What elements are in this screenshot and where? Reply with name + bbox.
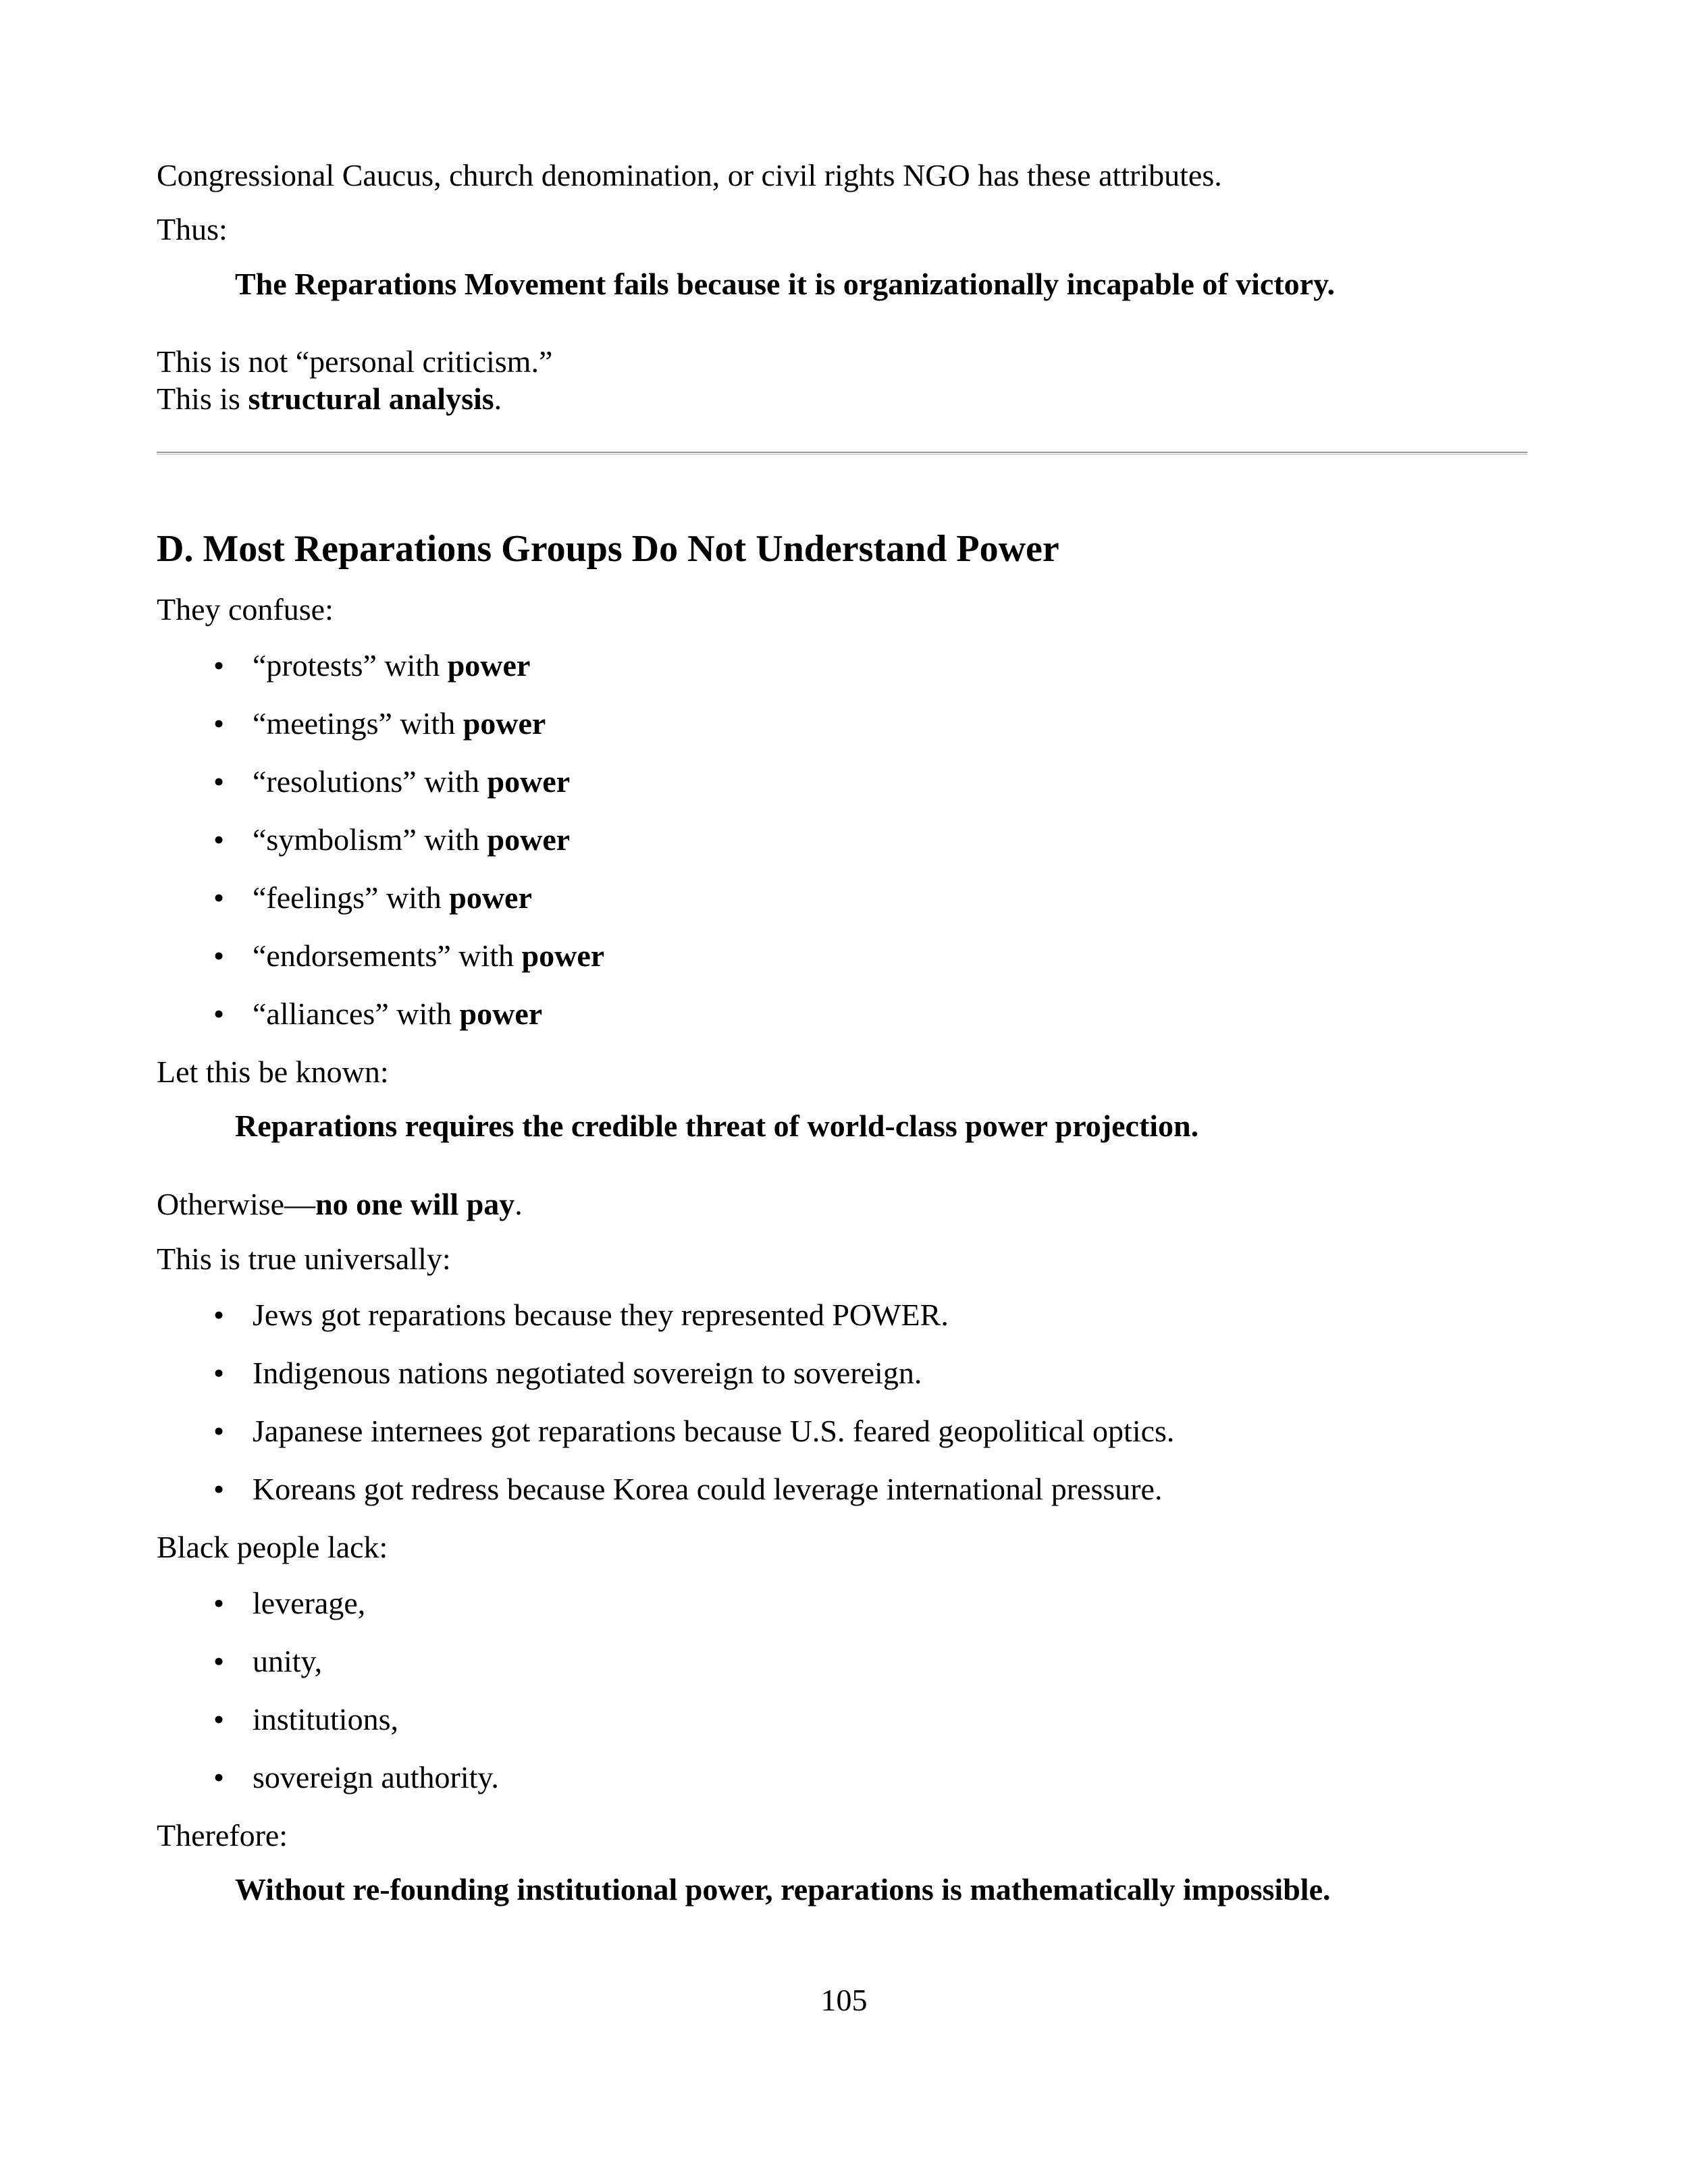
label-thus: Thus: xyxy=(157,212,228,246)
blockquote-mathematically-impossible: Without re-founding institutional power, reparations is mathematically impossible. xyxy=(235,1872,1331,1907)
list-item: Koreans got redress because Korea could leverage international pressure. xyxy=(253,1472,1163,1506)
bullet-glyph: • xyxy=(213,1586,225,1620)
bullet-glyph: • xyxy=(213,1414,225,1448)
bullet-glyph: • xyxy=(213,706,225,741)
list-item: leverage, xyxy=(253,1586,366,1620)
list-item: “endorsements” with power xyxy=(253,938,605,973)
list-item: “feelings” with power xyxy=(253,880,532,915)
bullet-glyph: • xyxy=(213,1702,225,1736)
list-item: “protests” with power xyxy=(253,648,531,683)
emphasis-structural-analysis: structural analysis xyxy=(248,381,494,416)
blockquote-credible-threat: Reparations requires the credible threat of world-class power projection. xyxy=(235,1109,1199,1143)
bullet-glyph: • xyxy=(213,1298,225,1332)
list-item: unity, xyxy=(253,1644,323,1678)
label-therefore: Therefore: xyxy=(157,1818,288,1853)
list-item: “meetings” with power xyxy=(253,706,546,741)
label-black-people-lack: Black people lack: xyxy=(157,1530,388,1564)
bullet-glyph: • xyxy=(213,938,225,973)
paragraph-caucus: Congressional Caucus, church denomination, or civil rights NGO has these attributes. xyxy=(157,158,1222,192)
list-item: “alliances” with power xyxy=(253,996,543,1031)
bullet-glyph: • xyxy=(213,648,225,683)
bullet-glyph: • xyxy=(213,1356,225,1390)
section-heading: D. Most Reparations Groups Do Not Understand Power xyxy=(157,528,1059,570)
bullet-glyph: • xyxy=(213,1644,225,1678)
list-item: “resolutions” with power xyxy=(253,764,571,799)
line-structural-analysis: This is structural analysis. xyxy=(157,381,502,416)
label-they-confuse: They confuse: xyxy=(157,592,334,627)
bullet-glyph: • xyxy=(213,880,225,915)
list-item: Japanese internees got reparations because U.S. feared geopolitical optics. xyxy=(253,1414,1175,1448)
bullet-glyph: • xyxy=(213,1472,225,1506)
line-not-personal-criticism: This is not “personal criticism.” xyxy=(157,344,553,379)
bullet-glyph: • xyxy=(213,764,225,799)
label-true-universally: This is true universally: xyxy=(157,1242,451,1276)
bullet-glyph: • xyxy=(213,1760,225,1794)
list-item: institutions, xyxy=(253,1702,398,1736)
bullet-glyph: • xyxy=(213,822,225,857)
list-item: Jews got reparations because they represented POWER. xyxy=(253,1298,949,1332)
list-item: sovereign authority. xyxy=(253,1760,499,1794)
emphasis-no-one-will-pay: no one will pay xyxy=(315,1187,515,1221)
label-let-this-be-known: Let this be known: xyxy=(157,1055,389,1089)
bullet-glyph: • xyxy=(213,996,225,1031)
line-otherwise: Otherwise—no one will pay. xyxy=(157,1187,523,1221)
list-item: “symbolism” with power xyxy=(253,822,571,857)
section-divider xyxy=(157,452,1527,455)
page-number: 105 xyxy=(820,1983,868,2017)
blockquote-organizationally-incapable: The Reparations Movement fails because it is organizationally incapable of victory. xyxy=(235,267,1336,301)
list-item: Indigenous nations negotiated sovereign to sovereign. xyxy=(253,1356,922,1390)
